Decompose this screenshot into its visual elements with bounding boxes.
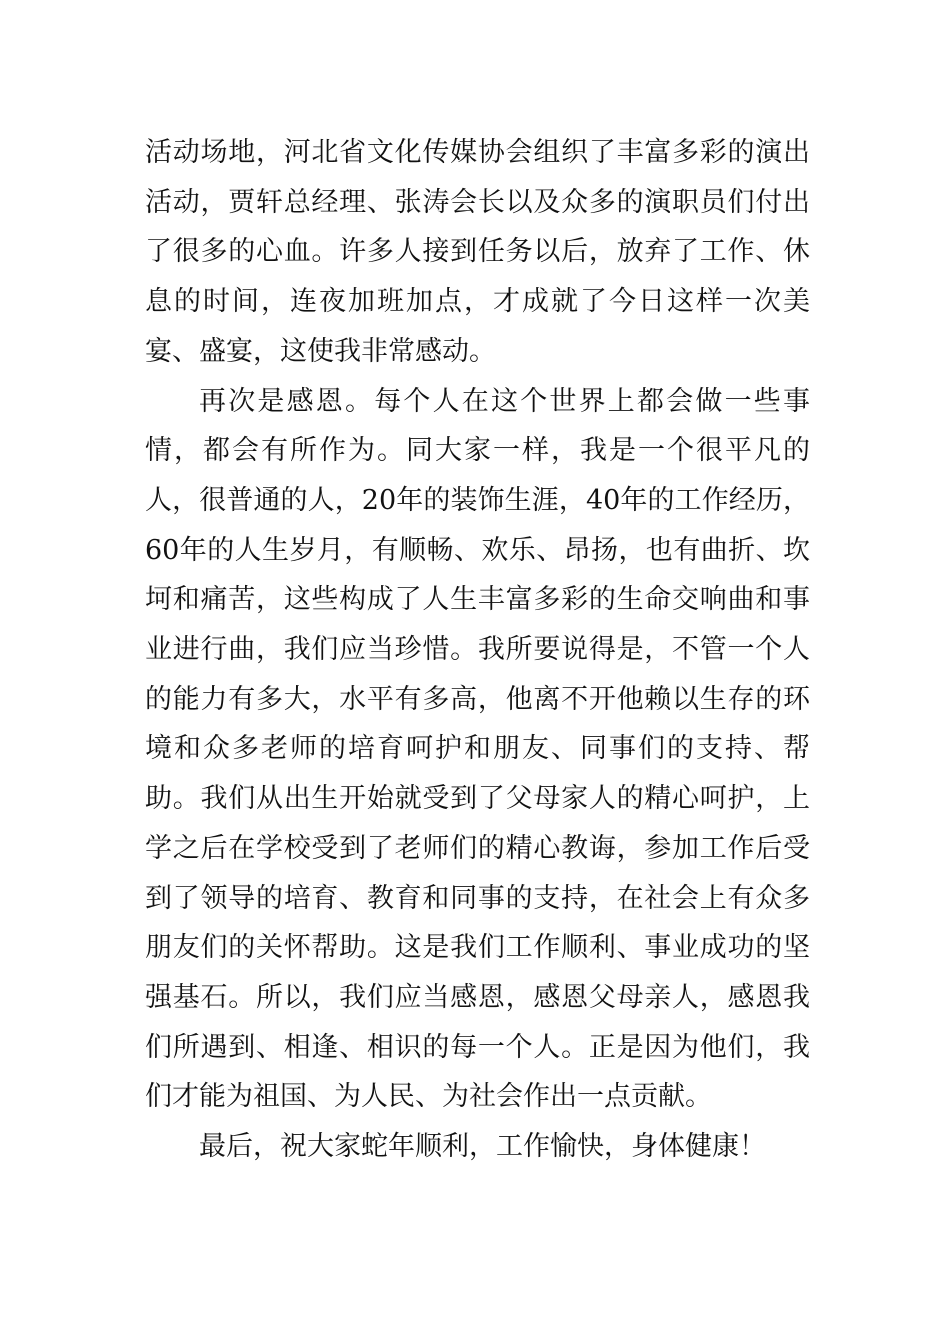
paragraph-1: 活动场地，河北省文化传媒协会组织了丰富多彩的演出活动，贾轩总经理、张涛会长以及众多的演职员们付出了很多的心血。许多人接到任务以后，放弃了工作、休息的时间，连夜加班加点，才成就了今日这样一次美宴、盛宴，这使我非常感动。 <box>145 137 810 367</box>
paragraph-2: 再次是感恩。每个人在这个世界上都会做一些事情，都会有所作为。同大家一样，我是一个很平凡的人，很普通的人，20年的装饰生涯，40年的工作经历，60年的人生岁月，有顺畅、欢乐、昂扬，也有曲折、坎坷和痛苦，这些构成了人生丰富多彩的生命交响曲和事业进行曲，我们应当珍惜。我所要说得是，不管一个人的能力有多大，水平有多高，他离不开他赖以生存的环境和众多老师的培育呵护和朋友、同事们的支持、帮助。我们从出生开始就受到了父母家人的精心呵护，上学之后在学校受到了老师们的精心教诲，参加工作后受到了领导的培育、教育和同事的支持，在社会上有众多朋友们的关怀帮助。这是我们工作顺利、事业成功的坚强基石。所以，我们应当感恩，感恩父母亲人，感恩我们所遇到、相逢、相识的每一个人。正是因为他们，我们才能为祖国、为人民、为社会作出一点贡献。 <box>145 385 810 1113</box>
body-text <box>145 128 810 1172</box>
paragraph-3: 最后，祝大家蛇年顺利，工作愉快，身体健康！ <box>199 1131 766 1163</box>
